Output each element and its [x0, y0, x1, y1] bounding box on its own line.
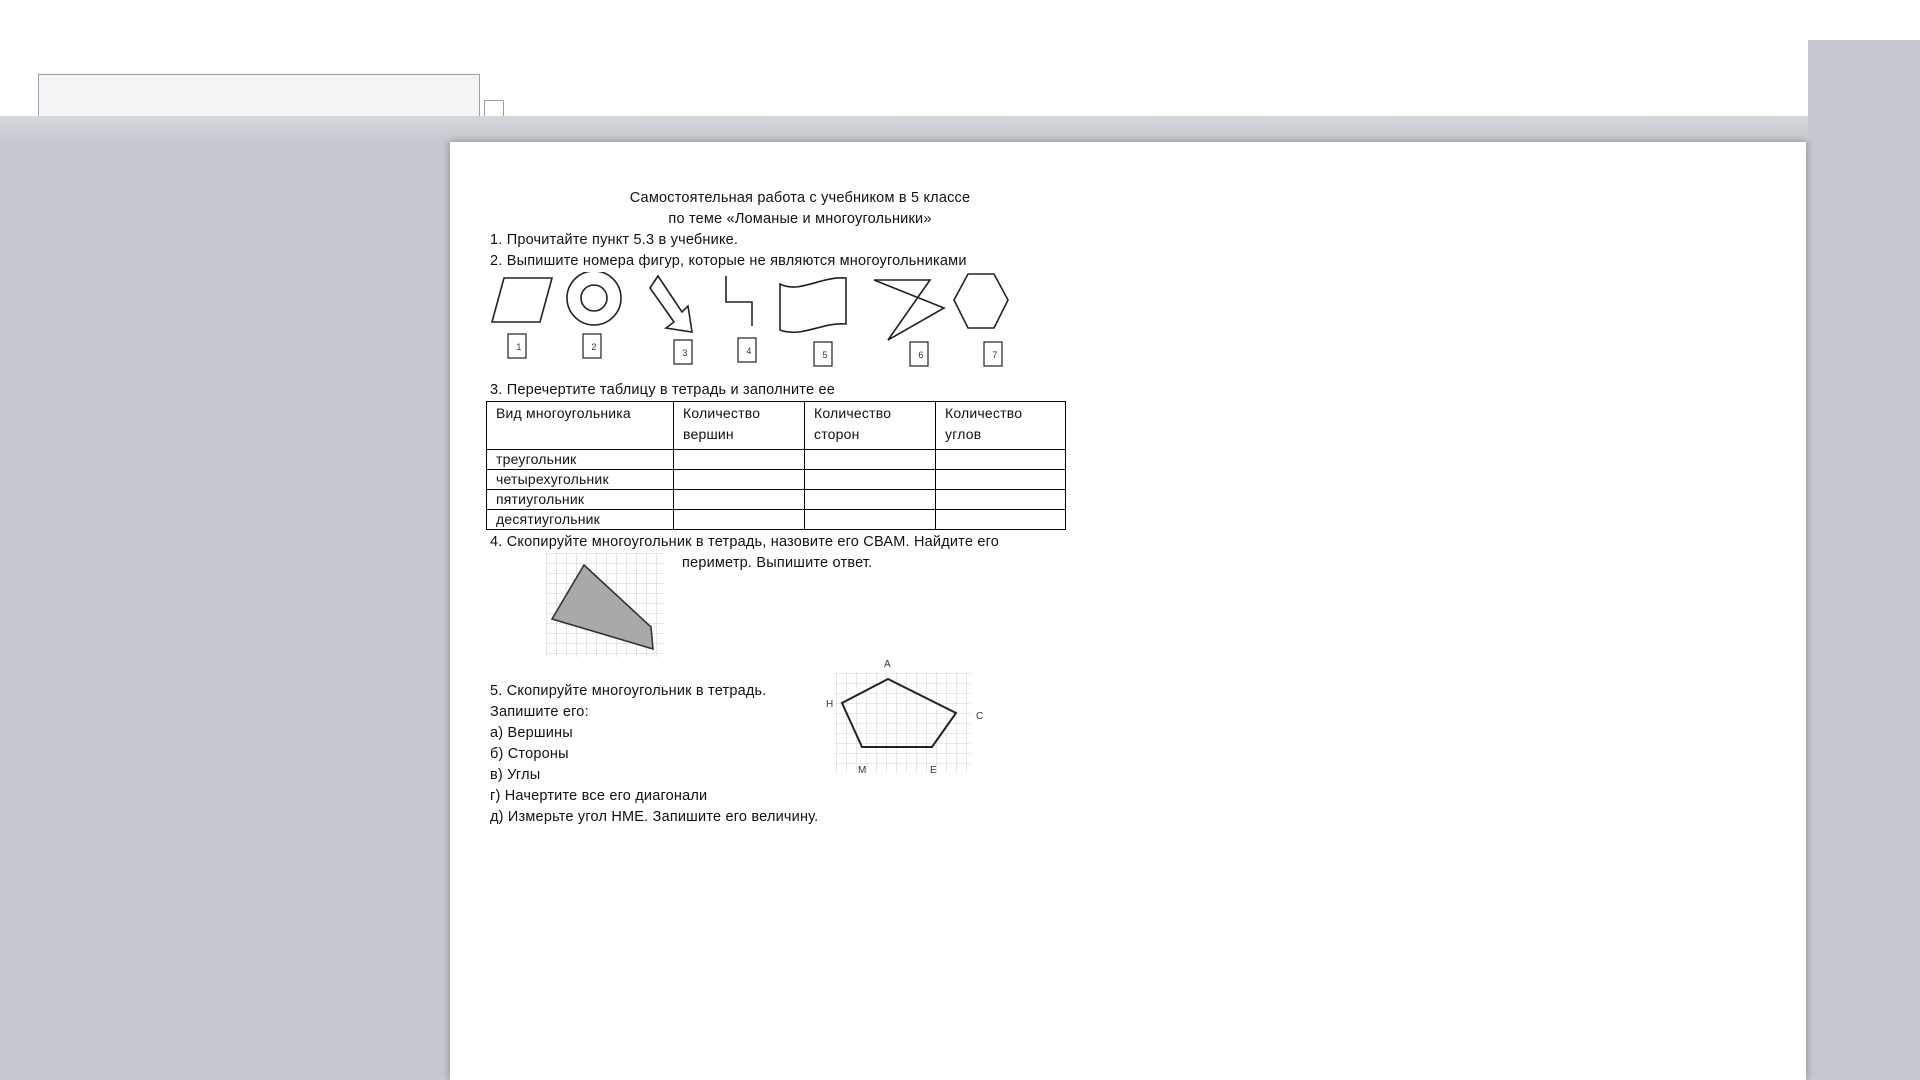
figure-7-hexagon [954, 274, 1008, 328]
task-3: 3. Перечертите таблицу в тетрадь и заполните ее [490, 382, 835, 398]
table-header-row [487, 402, 1066, 450]
table-row [487, 470, 1066, 490]
task-4-block [490, 553, 1110, 681]
table-cell [936, 510, 1066, 530]
document-content [490, 188, 1110, 841]
vertex-label-h: H [826, 699, 834, 710]
figure-4-polyline [726, 276, 752, 326]
table-cell [805, 450, 936, 470]
table-header-cell: Количество углов [936, 402, 1066, 450]
table-cell [936, 490, 1066, 510]
figure-2-ring [567, 272, 621, 325]
task-5-item: Запишите его: [490, 704, 589, 720]
pentagon-grid [826, 653, 996, 777]
figure-number-5: 5 [822, 350, 828, 360]
table-cell [936, 470, 1066, 490]
task-5-block [490, 659, 1110, 841]
table-cell [674, 470, 805, 490]
polygon-table [486, 401, 1066, 530]
table-cell [674, 490, 805, 510]
table-row [487, 490, 1066, 510]
figure-number-6: 6 [918, 350, 924, 360]
figure-6-zigzag [874, 280, 944, 340]
task-5-item: в) Углы [490, 767, 541, 783]
vertex-label-e: E [930, 765, 937, 776]
table-row-label: треугольник [487, 450, 674, 470]
doc-title-line1: Самостоятельная работа с учебником в 5 классе [629, 190, 971, 206]
figure-number-4: 4 [746, 346, 752, 356]
ruler-box[interactable] [38, 74, 480, 122]
table-header-cell: Количество вершин [674, 402, 805, 450]
table-row [487, 510, 1066, 530]
task-5-item: г) Начертите все его диагонали [490, 788, 708, 804]
table-cell [805, 510, 936, 530]
table-cell [674, 450, 805, 470]
task-1: 1. Прочитайте пункт 5.3 в учебнике. [490, 232, 739, 248]
task-5-item: а) Вершины [490, 725, 573, 741]
figure-1-parallelogram [492, 278, 552, 322]
table-cell [805, 490, 936, 510]
doc-title-line2: по теме «Ломаные и многоугольники» [668, 211, 932, 227]
table-header-cell: Количество сторон [805, 402, 936, 450]
figure-number-3: 3 [682, 348, 688, 358]
task-5-item: д) Измерьте угол НМЕ. Запишите его величину. [490, 809, 819, 825]
figure-number-1: 1 [516, 342, 522, 352]
quadrilateral-grid [546, 553, 666, 657]
vertex-label-c: C [976, 711, 984, 722]
ribbon-bottom-edge [0, 116, 1920, 142]
table-row-label: четырехугольник [487, 470, 674, 490]
figure-5-curved [780, 278, 846, 332]
task-5: 5. Скопируйте многоугольник в тетрадь. [490, 683, 767, 699]
figures-row [490, 272, 1110, 380]
table-row-label: пятиугольник [487, 490, 674, 510]
task-5-item: б) Стороны [490, 746, 569, 762]
table-cell [805, 470, 936, 490]
table-cell [936, 450, 1066, 470]
right-workspace [1808, 40, 1920, 1080]
task-2: 2. Выпишите номера фигур, которые не являются многоугольниками [490, 253, 967, 269]
figures-drawing [490, 272, 1050, 380]
table-row-label: десятиугольник [487, 510, 674, 530]
figure-number-7: 7 [992, 350, 998, 360]
ribbon-area [0, 0, 1920, 142]
task-4-line1: 4. Скопируйте многоугольник в тетрадь, назовите его СВАМ. Найдите его [490, 534, 1000, 550]
table-cell [674, 510, 805, 530]
table-header-cell: Вид многоугольника [487, 402, 674, 450]
vertex-label-a: A [884, 659, 891, 670]
vertex-label-m: M [858, 765, 867, 776]
table-row [487, 450, 1066, 470]
figure-3-arrow [650, 276, 692, 332]
figure-number-2: 2 [591, 342, 597, 352]
task-4-line2: периметр. Выпишите ответ. [682, 555, 873, 571]
